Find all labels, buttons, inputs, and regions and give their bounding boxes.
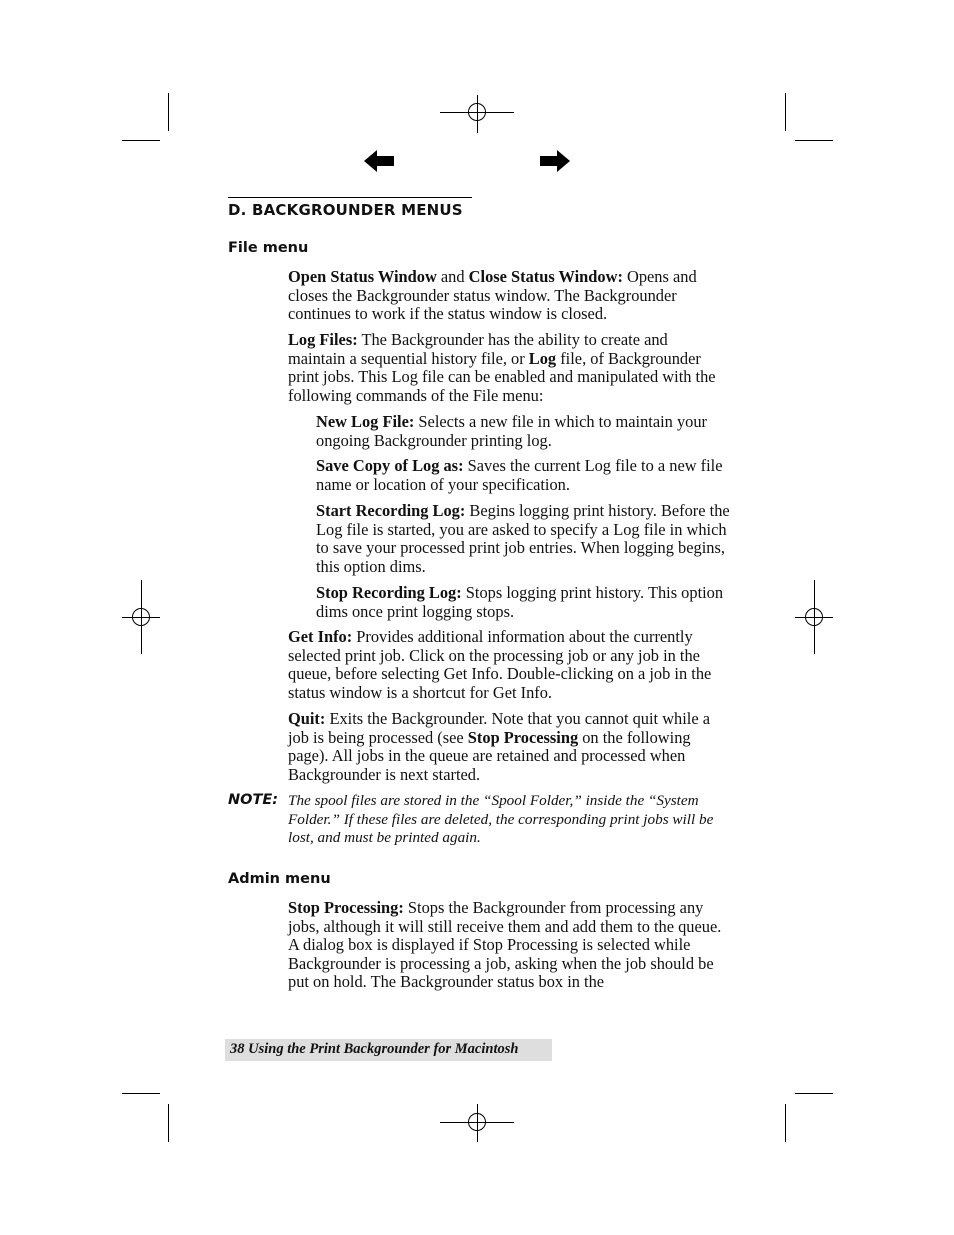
new-log-paragraph: New Log File: Selects a new file in which to maintain your ongoing Backgrounder printing log. <box>316 412 708 450</box>
stop-processing-paragraph: Stop Processing: Stops the Backgrounder from processing any jobs, although it will still receive them and add them to the queue. A dialog box is displayed if Stop Processing is selected while Backgrounder is processing a job, asking when the job should be put on hold. The Backgrounder status box in the <box>288 898 722 992</box>
section-rule <box>228 197 472 198</box>
file-menu-heading: File menu <box>228 240 309 256</box>
stop-recording-paragraph: Stop Recording Log: Stops logging print history. This option dims once print logging stops. <box>316 583 724 621</box>
quit-paragraph: Quit: Exits the Backgrounder. Note that you cannot quit while a job is being processed (see Stop Processing on the following page). All jobs in the queue are retained and processed when Backgrounder is next started. <box>288 709 710 784</box>
start-recording-paragraph: Start Recording Log: Begins logging print history. Before the Log file is started, you are asked to specify a Log file in which to save your processed print job entries. When logging begins, this option dims. <box>316 501 730 576</box>
open-status-paragraph: Open Status Window and Close Status Window: Opens and closes the Backgrounder status window. The Backgrounder continues to work if the status window is closed. <box>288 267 697 324</box>
note-text: The spool files are stored in the “Spool Folder,” inside the “System Folder.” If these files are deleted, the corresponding print jobs will be lost, and must be printed again. <box>288 792 714 847</box>
section-title: D. BACKGROUNDER MENUS <box>228 201 463 219</box>
arrow-right-icon[interactable] <box>538 150 570 172</box>
page-footer: 38 Using the Print Backgrounder for Macintosh <box>230 1041 519 1057</box>
admin-menu-heading: Admin menu <box>228 871 331 887</box>
get-info-paragraph: Get Info: Provides additional information about the currently selected print job. Click on the processing job or any job in the queue, before selecting Get Info. Double-clicking on a job in the status window is a shortcut for Get Info. <box>288 627 712 702</box>
arrow-left-icon[interactable] <box>364 150 396 172</box>
note-label: NOTE: <box>228 792 279 808</box>
save-copy-paragraph: Save Copy of Log as: Saves the current Log file to a new file name or location of your specification. <box>316 456 723 494</box>
log-files-paragraph: Log Files: The Backgrounder has the ability to create and maintain a sequential history file, or Log file, of Backgrounder print jobs. This Log file can be enabled and manipulated with the following commands of the File menu: <box>288 330 716 405</box>
